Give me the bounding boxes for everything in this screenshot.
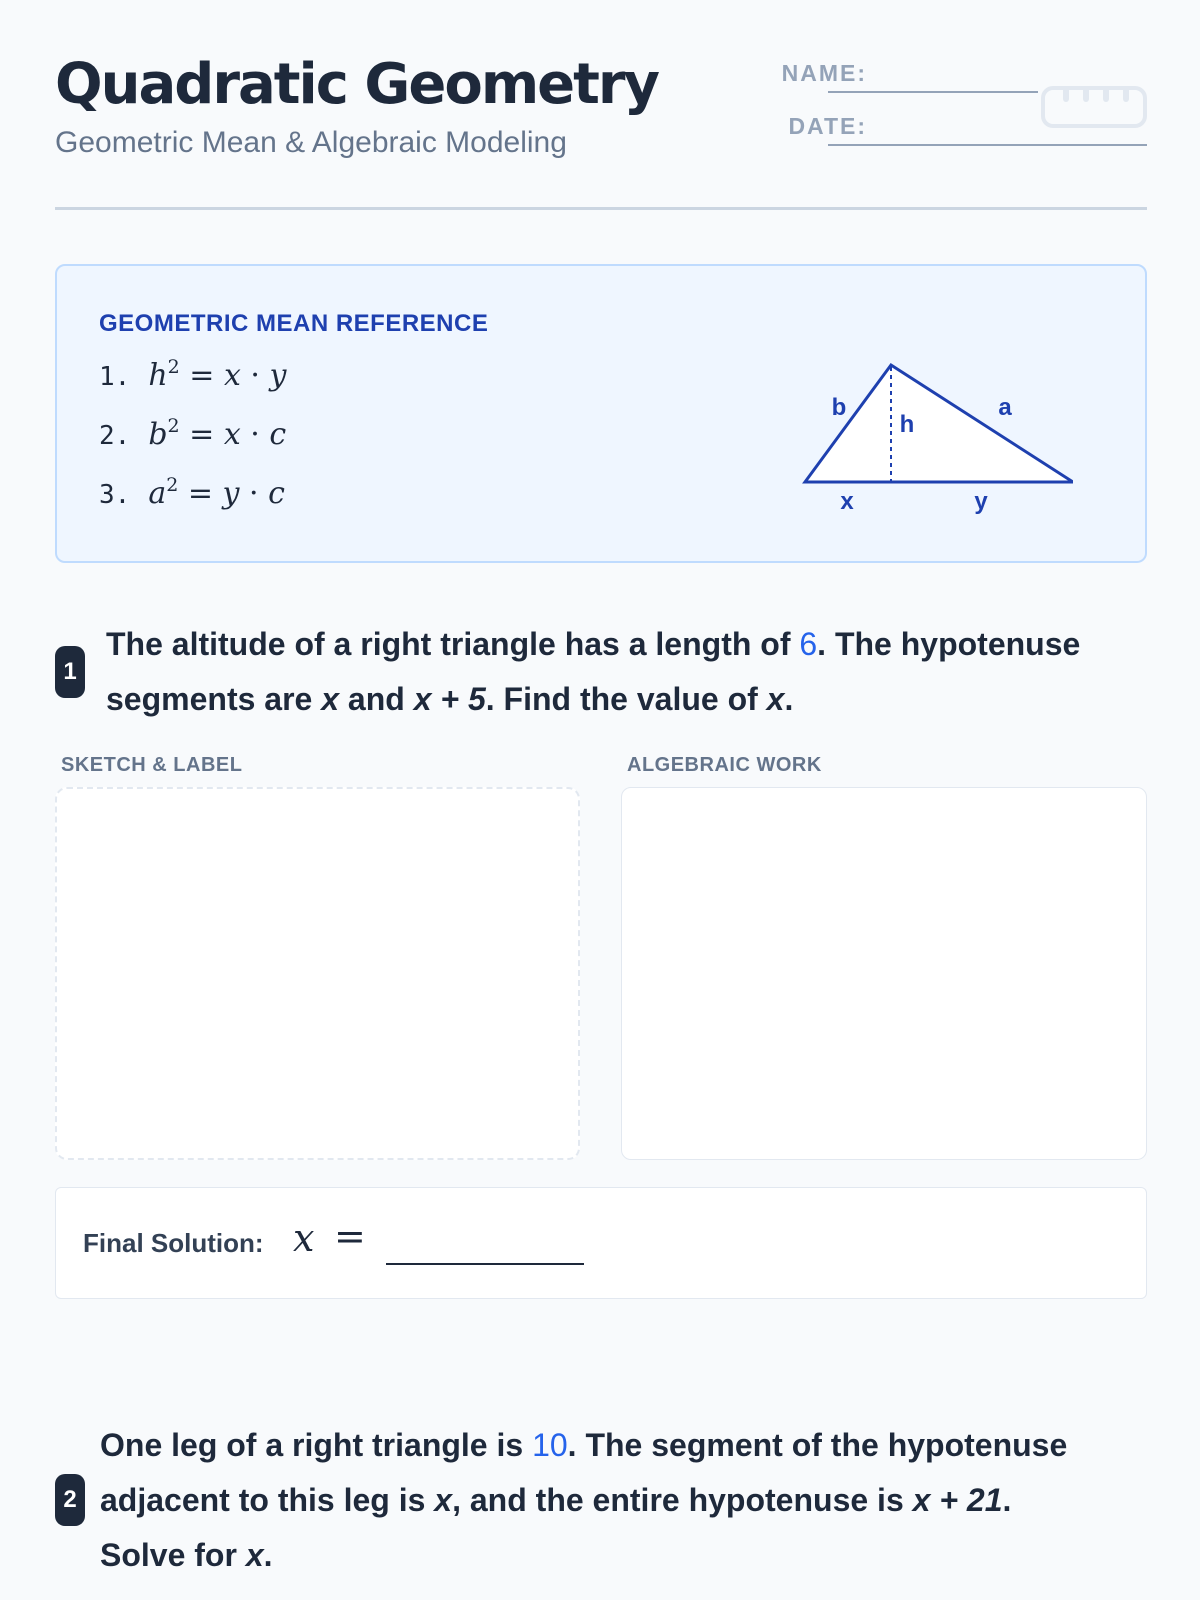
final-solution-label: Final Solution: [83, 1228, 264, 1258]
problem-2-text: One leg of a right triangle is 10. The segment of the hypotenuse adjacent to this leg is x, and the entire hypotenuse is x + 21. Solve for x. [100, 1427, 1068, 1573]
label-a: a [998, 394, 1012, 421]
formula-3: 3. $a^2 = y \cdot c$ [99, 474, 285, 511]
work-label: ALGEBRAIC WORK [627, 754, 822, 776]
label-h: h [899, 411, 915, 438]
final-solution-box [55, 1187, 1147, 1299]
page-subtitle: Geometric Mean & Algebraic Modeling [55, 126, 567, 159]
ruler-icon [1041, 86, 1147, 128]
problem-1-text: The altitude of a right triangle has a length of 6. The hypotenuse segments are x and x + 5. Find the value of x. [106, 626, 1081, 717]
formula-2: 2. $b^2 = x \cdot c$ [99, 415, 287, 452]
problem-2-badge: 2 [55, 1474, 85, 1526]
name-field[interactable] [828, 91, 1038, 93]
formula-1: 1. $h^2 = x \cdot y$ [99, 356, 287, 393]
reference-panel [55, 264, 1147, 563]
page-title: Quadratic Geometry [55, 52, 659, 117]
sketch-area[interactable] [55, 787, 580, 1160]
label-b: b [831, 394, 847, 421]
solution-equals: = [334, 1214, 366, 1258]
solution-variable: x [293, 1216, 315, 1260]
right-triangle-diagram [783, 346, 1073, 516]
problem-1-badge: 1 [55, 646, 85, 698]
date-field[interactable] [828, 144, 1147, 146]
label-y: y [974, 488, 988, 515]
reference-title: GEOMETRIC MEAN REFERENCE [99, 310, 489, 337]
label-x: x [840, 488, 854, 515]
worksheet-page [55, 0, 1147, 1600]
algebraic-work-area[interactable] [621, 787, 1147, 1160]
triangle-shape [805, 365, 1073, 482]
date-label: DATE: [788, 113, 867, 139]
name-label: NAME: [781, 60, 867, 86]
sketch-label: SKETCH & LABEL [61, 754, 243, 776]
solution-answer-field[interactable] [386, 1263, 584, 1265]
header-divider [55, 207, 1147, 210]
